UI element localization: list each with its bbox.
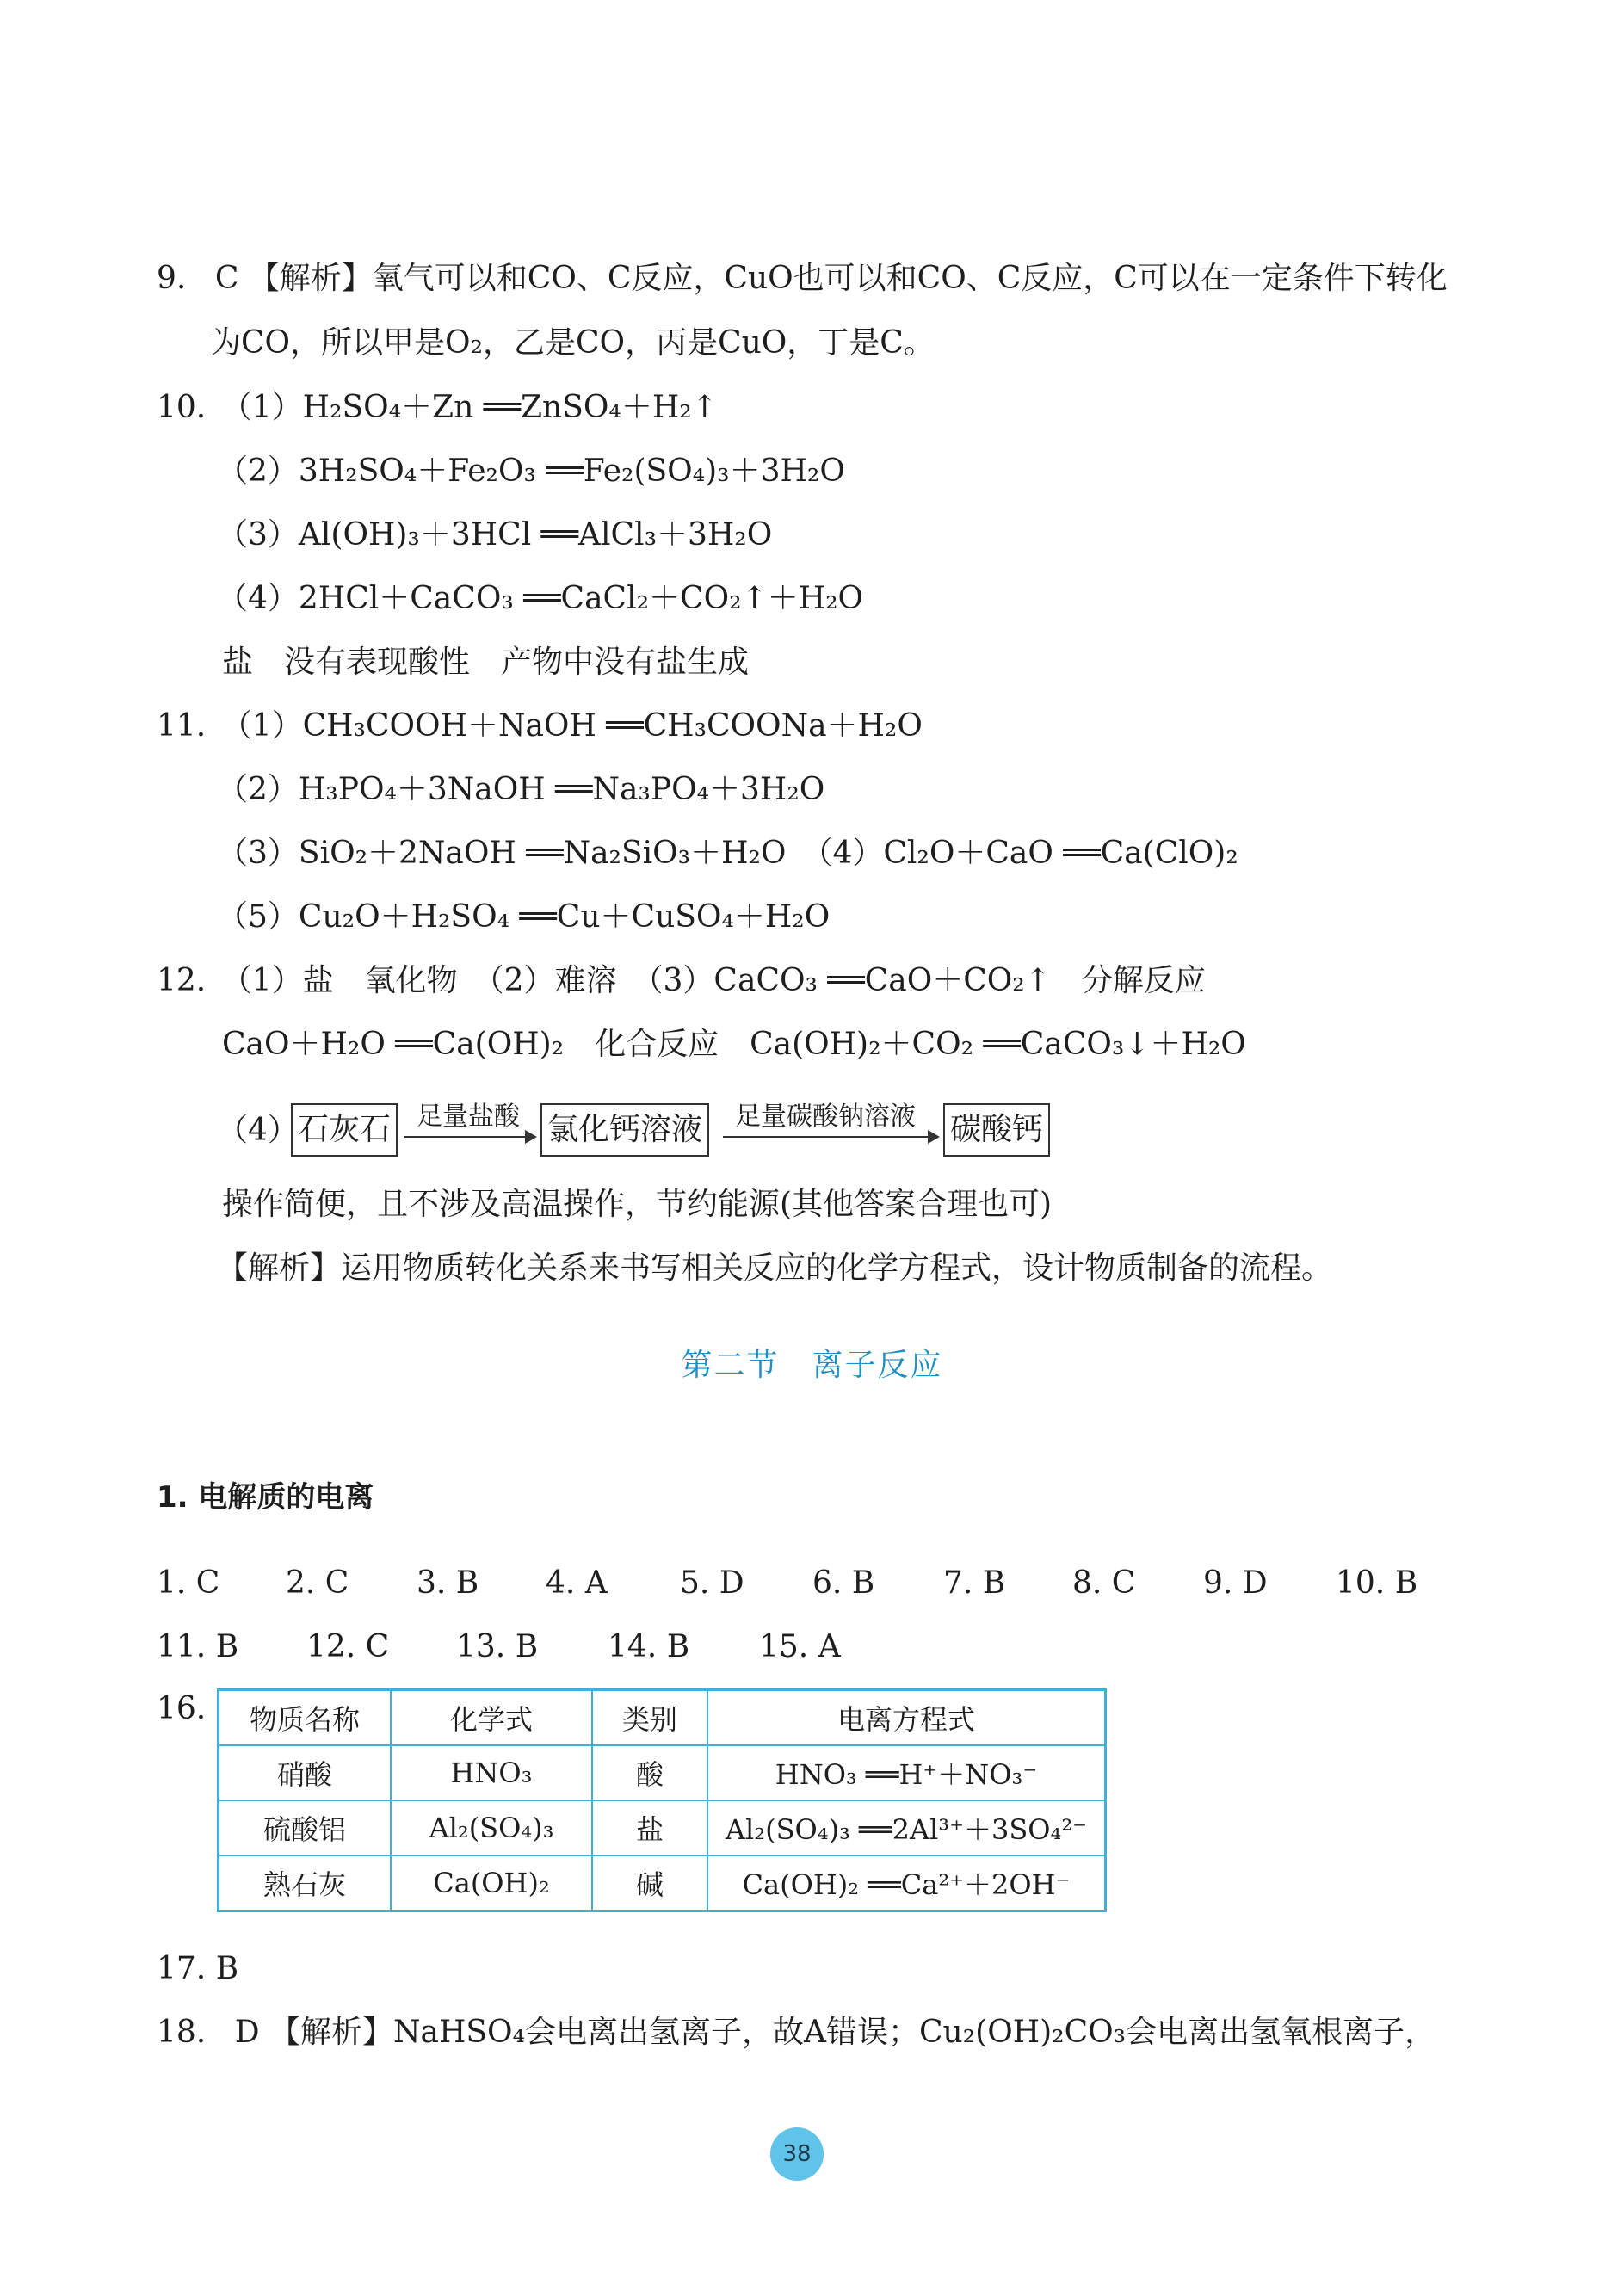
answer-item: 7. B bbox=[943, 1565, 1006, 1601]
flow-box-calcium-carbonate: 碳酸钙 bbox=[943, 1103, 1050, 1157]
table-cell: 熟石灰 bbox=[219, 1855, 392, 1911]
table-cell: 硝酸 bbox=[219, 1745, 392, 1800]
ionization-table bbox=[217, 1688, 1107, 1912]
table-header: 电离方程式 bbox=[707, 1690, 1106, 1746]
table-cell: HNO₃ ══H⁺＋NO₃⁻ bbox=[707, 1745, 1106, 1800]
table-row bbox=[219, 1800, 1106, 1855]
table-header: 物质名称 bbox=[219, 1690, 392, 1746]
q18-text: D 【解析】NaHSO₄会电离出氢离子，故A错误；Cu₂(OH)₂CO₃会电离出氢氧根离子， bbox=[234, 2015, 1436, 2050]
answer-item: 11. B bbox=[157, 1629, 239, 1664]
q10-part5: 盐 没有表现酸性 产物中没有盐生成 bbox=[222, 645, 750, 680]
answer-item: 4. A bbox=[546, 1565, 608, 1601]
q11-part5: （5）Cu₂O＋H₂SO₄ ══Cu＋CuSO₄＋H₂O bbox=[217, 899, 831, 935]
q12-analysis: 【解析】运用物质转化关系来书写相关反应的化学方程式，设计物质制备的流程。 bbox=[217, 1250, 1333, 1286]
table-cell: HNO₃ bbox=[391, 1745, 592, 1800]
table-header: 化学式 bbox=[391, 1690, 592, 1746]
answer-item: 1. C bbox=[157, 1565, 220, 1601]
q11-part3: （3）SiO₂＋2NaOH ══Na₂SiO₃＋H₂O （4）Cl₂O＋CaO ══Ca(ClO)₂ bbox=[217, 836, 1238, 871]
answers-row-1 bbox=[0, 1565, 1624, 1602]
table-cell: 酸 bbox=[592, 1745, 707, 1800]
q12-number: 12. bbox=[157, 963, 207, 998]
answer-item: 8. C bbox=[1072, 1565, 1136, 1601]
flow-arrow2 bbox=[723, 1136, 938, 1138]
table-row bbox=[219, 1745, 1106, 1800]
answer-item: 14. B bbox=[608, 1629, 690, 1664]
table-cell: Al₂(SO₄)₃ bbox=[391, 1800, 592, 1855]
answer-item: 10. B bbox=[1336, 1565, 1418, 1601]
answer-item: 12. C bbox=[306, 1629, 390, 1664]
table-header-row bbox=[219, 1690, 1106, 1746]
q17-line: 17. B bbox=[157, 1951, 239, 1986]
q11-number: 11. bbox=[157, 708, 207, 744]
page-number-badge: 38 bbox=[770, 2127, 824, 2181]
q12-line1 bbox=[157, 962, 1206, 1000]
q11-line1 bbox=[157, 707, 923, 745]
table-row bbox=[219, 1855, 1106, 1911]
answer-item: 3. B bbox=[417, 1565, 479, 1601]
table-header: 类别 bbox=[592, 1690, 707, 1746]
q9-number: 9. bbox=[157, 261, 187, 296]
q9-text: C 【解析】氧气可以和CO、C反应，CuO也可以和CO、C反应，C可以在一定条件下转化 bbox=[214, 261, 1448, 296]
table-cell: Ca(OH)₂ ══Ca²⁺＋2OH⁻ bbox=[707, 1855, 1106, 1911]
flow-arrow1-label: 足量盐酸 bbox=[417, 1102, 520, 1132]
q10-part1: （1）H₂SO₄＋Zn ══ZnSO₄＋H₂↑ bbox=[220, 390, 718, 425]
q10-line1 bbox=[157, 389, 718, 427]
table-cell: 盐 bbox=[592, 1800, 707, 1855]
q16-number: 16. bbox=[157, 1691, 207, 1726]
answers-row-2 bbox=[0, 1628, 1624, 1666]
table-cell: Ca(OH)₂ bbox=[391, 1855, 592, 1911]
q11-part1: （1）CH₃COOH＋NaOH ══CH₃COONa＋H₂O bbox=[220, 708, 923, 744]
answer-item: 5. D bbox=[680, 1565, 744, 1601]
q12-part2: CaO＋H₂O ══Ca(OH)₂ 化合反应 Ca(OH)₂＋CO₂ ══CaCO₃↓＋H₂O bbox=[222, 1027, 1246, 1062]
answer-item: 6. B bbox=[812, 1565, 875, 1601]
q10-part3: （3）Al(OH)₃＋3HCl ══AlCl₃＋3H₂O bbox=[217, 517, 773, 553]
q12-part1: （1）盐 氧化物 （2）难溶 （3）CaCO₃ ══CaO＋CO₂↑ 分解反应 bbox=[220, 963, 1206, 998]
q12-part3: 操作简便，且不涉及高温操作，节约能源(其他答案合理也可) bbox=[222, 1187, 1053, 1222]
flow-box-limestone: 石灰石 bbox=[291, 1103, 398, 1157]
q10-part4: （4）2HCl＋CaCO₃ ══CaCl₂＋CO₂↑＋H₂O bbox=[217, 581, 864, 616]
table-cell: 碱 bbox=[592, 1855, 707, 1911]
q10-number: 10. bbox=[157, 390, 207, 425]
answer-item: 13. B bbox=[456, 1629, 539, 1664]
q9-line1 bbox=[157, 260, 1448, 298]
table-cell: 硫酸铝 bbox=[219, 1800, 392, 1855]
q11-part2: （2）H₃PO₄＋3NaOH ══Na₃PO₄＋3H₂O bbox=[217, 772, 825, 807]
flow-arrow2-label: 足量碳酸钠溶液 bbox=[735, 1102, 916, 1132]
flow-box-calcium-chloride: 氯化钙溶液 bbox=[540, 1103, 709, 1157]
answer-item: 9. D bbox=[1203, 1565, 1268, 1601]
answer-item: 15. A bbox=[759, 1629, 841, 1664]
q18-line bbox=[157, 2014, 1436, 2052]
q12-flow-prefix: （4） bbox=[217, 1113, 299, 1148]
q18-number: 18. bbox=[157, 2015, 207, 2050]
answer-item: 2. C bbox=[286, 1565, 349, 1601]
section-title: 第二节 离子反应 bbox=[681, 1348, 943, 1383]
table-cell: Al₂(SO₄)₃ ══2Al³⁺＋3SO₄²⁻ bbox=[707, 1800, 1106, 1855]
q10-part2: （2）3H₂SO₄＋Fe₂O₃ ══Fe₂(SO₄)₃＋3H₂O bbox=[217, 454, 845, 489]
flow-arrow1 bbox=[404, 1136, 535, 1138]
q9-line2: 为CO，所以甲是O₂，乙是CO，丙是CuO，丁是C。 bbox=[210, 325, 935, 361]
sub-title: 1. 电解质的电离 bbox=[157, 1480, 374, 1515]
